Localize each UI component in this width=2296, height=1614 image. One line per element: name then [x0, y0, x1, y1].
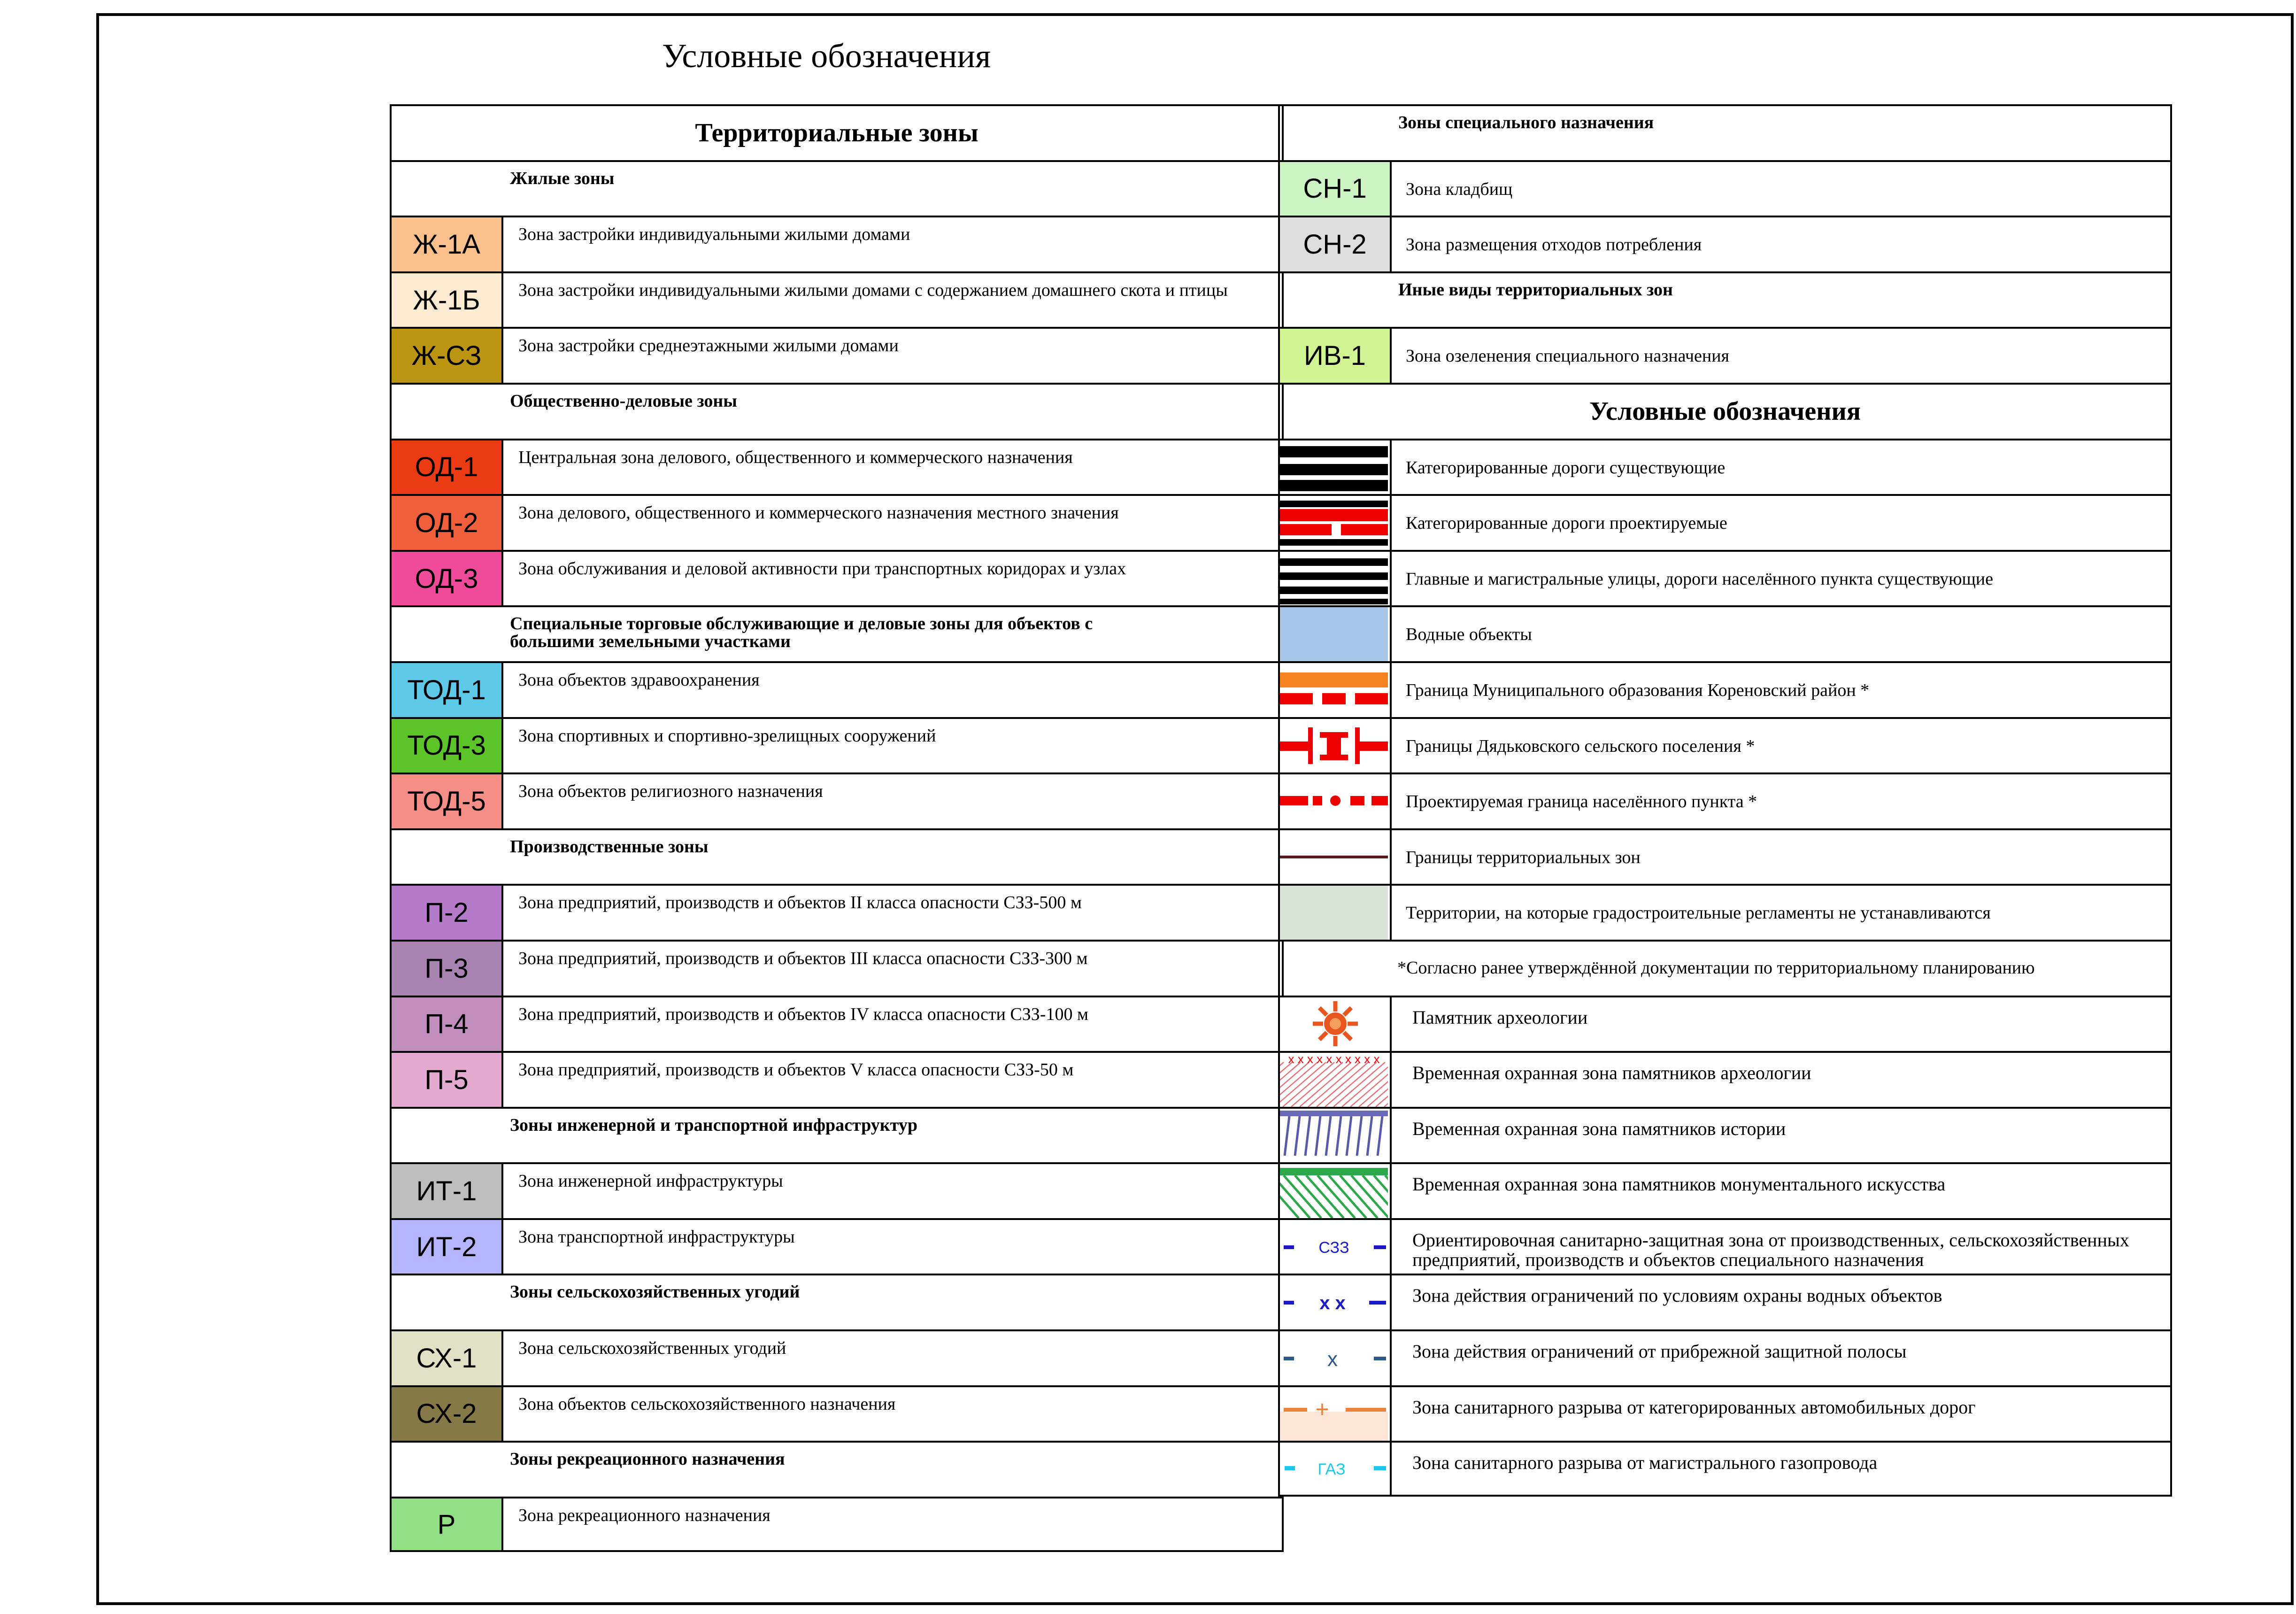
legend-row	[1280, 216, 2170, 271]
legend-row	[1280, 1051, 2170, 1107]
subsection-heading: Производственные зоны	[510, 836, 709, 857]
zone-boundary-icon	[1280, 830, 1392, 884]
legend-description: Проектируемая граница населённого пункта *	[1406, 792, 1757, 812]
section-row	[392, 1274, 1282, 1329]
zone-description: Зона объектов здравоохранения	[518, 670, 760, 690]
legend-row	[392, 327, 1282, 383]
zone-description: Зона озеленения специального назначения	[1406, 346, 1730, 366]
zone-code-swatch: П-5	[392, 1053, 503, 1107]
zone-code-swatch: ОД-3	[392, 552, 503, 606]
zone-code-swatch: ИТ-1	[392, 1164, 503, 1218]
zone-code-swatch: П-4	[392, 997, 503, 1051]
legend-description: Территории, на которые градостроительные регламенты не устанавливаются	[1406, 903, 1991, 923]
section-row	[392, 605, 1282, 661]
subsection-heading: Зоны рекреационного назначения	[510, 1449, 785, 1469]
archaeology-monument-icon	[1280, 997, 1392, 1051]
legend-row	[1280, 1385, 2170, 1441]
legend-row	[392, 271, 1282, 327]
legend-row	[1280, 1274, 2170, 1329]
svg-text:x x x x x x x x x x: x x x x x x x x x x	[1288, 1053, 1380, 1066]
svg-text:+: +	[1315, 1396, 1329, 1422]
zone-description: Зона объектов религиозного назначения	[518, 781, 823, 802]
zone-code-swatch: СХ-2	[392, 1387, 503, 1441]
legend-description: Граница Муниципального образования Кореновский район *	[1406, 680, 1870, 700]
coastal-strip-restriction-icon	[1280, 1331, 1392, 1385]
legend-row	[1280, 1441, 2170, 1497]
legend-row	[392, 661, 1282, 717]
territorial-zones-column	[390, 104, 1284, 1552]
zone-code-swatch: ИВ-1	[1280, 329, 1392, 383]
zone-code-swatch: Р	[392, 1498, 503, 1551]
section-row	[392, 383, 1282, 439]
history-protection-zone-icon	[1280, 1109, 1392, 1163]
svg-text:x x: x x	[1319, 1293, 1346, 1314]
legend-description: Зона санитарного разрыва от магистрального газопровода	[1412, 1452, 1878, 1474]
zone-code-swatch: ТОД-3	[392, 719, 503, 773]
legend-row	[392, 1218, 1282, 1274]
legend-row	[392, 1051, 1282, 1107]
zone-description: Зона размещения отходов потребления	[1406, 235, 1702, 255]
legend-row	[1280, 1329, 2170, 1385]
subsection-heading: Зоны специального назначения	[1398, 113, 1654, 132]
legend-row	[392, 1385, 1282, 1441]
subsection-heading: Жилые зоны	[510, 168, 615, 188]
legend-description: Категорированные дороги существующие	[1406, 457, 1726, 478]
sanitary-protection-zone-icon	[1280, 1220, 1392, 1274]
legend-row	[1280, 828, 2170, 884]
zone-description: Зона делового, общественного и коммерческого назначения местного значения	[518, 503, 1119, 523]
legend-description: Главные и магистральные улицы, дороги населённого пункта существующие	[1406, 569, 1993, 589]
road-existing-icon	[1280, 440, 1392, 494]
legend-description: Зона действия ограничений от прибрежной защитной полосы	[1412, 1341, 1907, 1362]
section-row	[1280, 271, 2170, 327]
legend-row	[392, 940, 1282, 996]
zone-description: Зона спортивных и спортивно-зрелищных сооружений	[518, 726, 936, 746]
zone-code-swatch: Ж-1Б	[392, 273, 503, 327]
water-protection-restriction-icon	[1280, 1275, 1392, 1329]
section-row	[1280, 104, 2170, 160]
zone-description: Зона рекреационного назначения	[518, 1505, 770, 1525]
legend-row	[1280, 1218, 2170, 1274]
settlement-boundary-icon	[1280, 719, 1392, 773]
legend-row	[392, 884, 1282, 940]
zone-code-swatch: СН-1	[1280, 162, 1392, 216]
legend-row	[392, 216, 1282, 271]
subsection-heading: Зоны сельскохозяйственных угодий	[510, 1282, 800, 1302]
legend-description: Границы Дядьковского сельского поселения *	[1406, 736, 1755, 756]
zone-description: Зона инженерной инфраструктуры	[518, 1171, 783, 1191]
legend-description: Памятник археологии	[1412, 1006, 1588, 1028]
zone-code-swatch: Ж-1А	[392, 217, 503, 271]
section-row	[392, 1441, 1282, 1497]
svg-text:СЗЗ: СЗЗ	[1318, 1238, 1349, 1257]
legend-row	[1280, 996, 2170, 1051]
legend-description: Зона санитарного разрыва от категорированных автомобильных дорог	[1412, 1396, 1976, 1418]
section-row	[392, 828, 1282, 884]
legend-row	[1280, 772, 2170, 828]
legend-row	[1280, 1107, 2170, 1163]
legend-row	[1280, 494, 2170, 550]
zone-code-swatch: ИТ-2	[392, 1220, 503, 1274]
no-regulation-territory-icon	[1280, 886, 1392, 940]
legend-description: Водные объекты	[1406, 625, 1532, 645]
zone-description: Зона объектов сельскохозяйственного назначения	[518, 1394, 896, 1414]
footnote: *Согласно ранее утверждённой документации по территориальному планированию	[1397, 958, 2035, 978]
zone-code-swatch: П-2	[392, 886, 503, 940]
zone-code-swatch: ОД-1	[392, 440, 503, 494]
zone-code-swatch: СН-2	[1280, 217, 1392, 271]
legend-row	[392, 772, 1282, 828]
zone-description: Зона предприятий, производств и объектов IV класса опасности СЗЗ-100 м	[518, 1004, 1089, 1024]
road-sanitary-gap-icon	[1280, 1387, 1392, 1441]
legend-row	[392, 717, 1282, 773]
zone-description: Зона обслуживания и деловой активности при транспортных коридорах и узлах	[518, 558, 1126, 579]
legend-description: Временная охранная зона памятников истории	[1412, 1118, 1786, 1139]
legend-description: Временная охранная зона памятников археологии	[1412, 1062, 1811, 1084]
municipal-boundary-icon	[1280, 663, 1392, 717]
legend-row	[1280, 550, 2170, 606]
section-row	[392, 160, 1282, 216]
zone-code-swatch: СХ-1	[392, 1331, 503, 1385]
legend-row	[392, 1497, 1282, 1552]
subsection-heading: Зоны инженерной и транспортной инфраструктур	[510, 1115, 917, 1135]
legend-row	[1280, 1162, 2170, 1218]
zone-description: Зона кладбищ	[1406, 179, 1513, 199]
legend-description: Временная охранная зона памятников монументального искусства	[1412, 1174, 1946, 1195]
section-header-title: Территориальные зоны	[695, 118, 978, 148]
zone-description: Центральная зона делового, общественного и коммерческого назначения	[518, 447, 1073, 467]
zone-code-swatch: ТОД-1	[392, 663, 503, 717]
monumental-art-protection-zone-icon	[1280, 1164, 1392, 1218]
legend-description: Категорированные дороги проектируемые	[1406, 513, 1727, 533]
zone-code-swatch: ТОД-5	[392, 774, 503, 828]
svg-text:ГАЗ: ГАЗ	[1318, 1460, 1346, 1479]
legend-row	[1280, 327, 2170, 383]
title-row	[1280, 383, 2170, 439]
legend-description: Границы территориальных зон	[1406, 847, 1641, 867]
section-row	[392, 1107, 1282, 1163]
zone-description: Зона застройки индивидуальными жилыми домами	[518, 224, 910, 245]
legend-row	[1280, 160, 2170, 216]
legend-row	[1280, 605, 2170, 661]
legend-row	[392, 439, 1282, 494]
archaeology-protection-zone-icon	[1280, 1053, 1392, 1107]
zone-code-swatch: Ж-СЗ	[392, 329, 503, 383]
legend-row	[1280, 439, 2170, 494]
zone-code-swatch: ОД-2	[392, 496, 503, 550]
zone-description: Зона транспортной инфраструктуры	[518, 1227, 795, 1247]
legend-row	[392, 494, 1282, 550]
subsection-heading: Специальные торговые обслуживающие и деловые зоны для объектов с большими земельными участками	[510, 614, 1093, 652]
water-icon	[1280, 607, 1392, 661]
legend-row	[1280, 661, 2170, 717]
svg-text:x: x	[1327, 1348, 1338, 1371]
zone-description: Зона застройки среднеэтажными жилыми домами	[518, 336, 899, 356]
road-planned-icon	[1280, 496, 1392, 550]
section-header-territorial-zones	[392, 104, 1282, 160]
zone-description: Зона застройки индивидуальными жилыми домами с содержанием домашнего скота и птицы	[518, 280, 1228, 300]
gas-pipeline-sanitary-gap-icon	[1280, 1443, 1392, 1495]
legend-row	[1280, 717, 2170, 773]
note-row	[1280, 940, 2170, 996]
zone-description: Зона предприятий, производств и объектов III класса опасности СЗЗ-300 м	[518, 948, 1088, 968]
subsection-heading: Общественно-деловые зоны	[510, 391, 737, 411]
zone-description: Зона предприятий, производств и объектов V класса опасности СЗЗ-50 м	[518, 1060, 1074, 1080]
legend-row	[392, 550, 1282, 606]
zone-description: Зона предприятий, производств и объектов II класса опасности СЗЗ-500 м	[518, 893, 1082, 913]
zone-description: Зона сельскохозяйственных угодий	[518, 1338, 786, 1359]
legend-row	[392, 1329, 1282, 1385]
planned-locality-boundary-icon	[1280, 774, 1392, 828]
legend-row	[392, 996, 1282, 1051]
legend-row	[392, 1162, 1282, 1218]
legend-title: Условные обозначения	[1589, 397, 1861, 426]
main-street-icon	[1280, 552, 1392, 606]
subsection-heading: Иные виды территориальных зон	[1398, 279, 1673, 300]
legend-description: Ориентировочная санитарно-защитная зона от производственных, сельскохозяйственных предприятий, производств и объектов специального назначения	[1412, 1229, 2129, 1270]
legend-row	[1280, 884, 2170, 940]
zone-code-swatch: П-3	[392, 942, 503, 996]
page-title: Условные обозначения	[662, 37, 991, 75]
special-zones-and-legend-column	[1278, 104, 2172, 1497]
legend-description: Зона действия ограничений по условиям охраны водных объектов	[1412, 1285, 1942, 1306]
